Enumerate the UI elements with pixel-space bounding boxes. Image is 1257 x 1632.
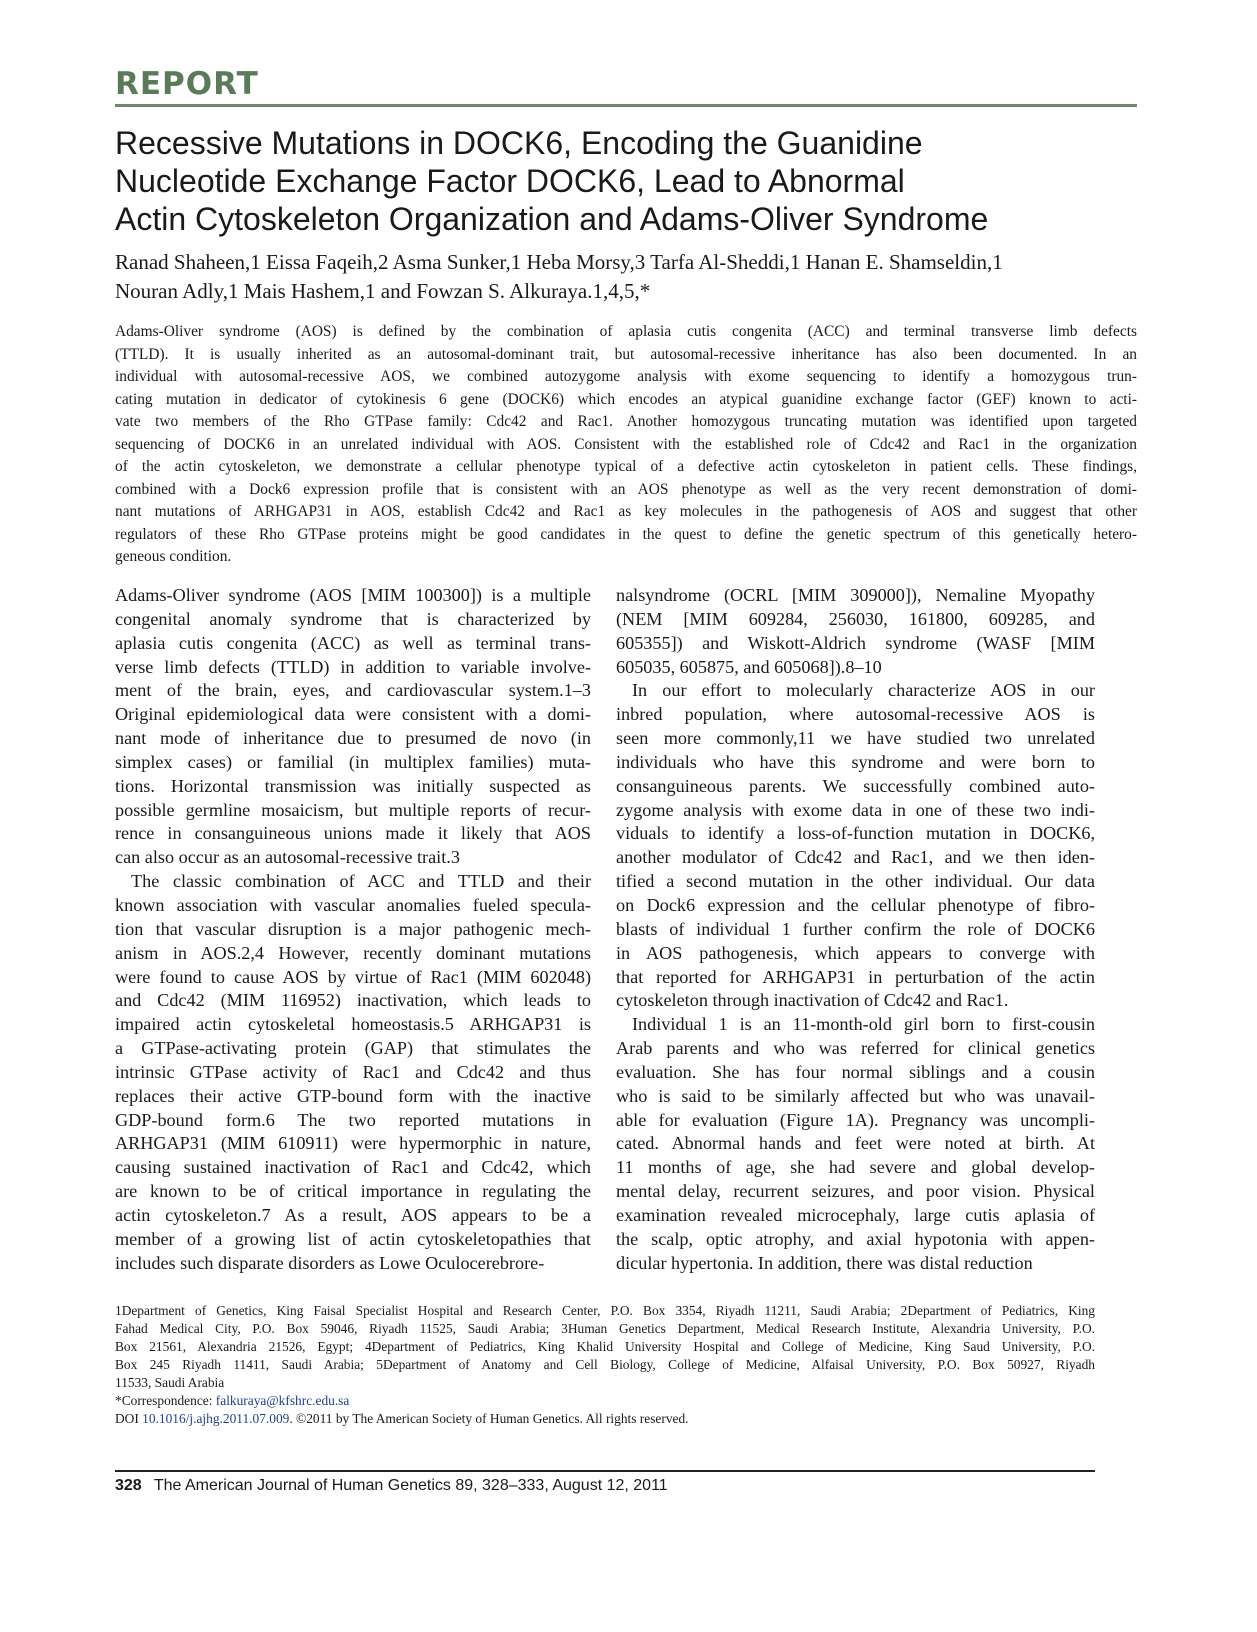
- body-text-line: intrinsic GTPase activity of Rac1 and Cdc42 and thus: [115, 1061, 591, 1082]
- body-text-line: member of a growing list of actin cytoskeletopathies that: [115, 1228, 591, 1249]
- correspondence-line: [115, 1392, 1095, 1410]
- body-text-line: tions. Horizontal transmission was initially suspected as: [115, 775, 591, 796]
- author-list: [115, 248, 1145, 306]
- body-text-line: anism in AOS.2,4 However, recently dominant mutations: [115, 942, 591, 963]
- body-text-line: another modulator of Cdc42 and Rac1, and we then iden-: [616, 847, 1095, 868]
- page-footer: [115, 1477, 668, 1495]
- body-text-line: consanguineous parents. We successfully combined auto-: [616, 775, 1095, 796]
- body-text-line: causing sustained inactivation of Rac1 and Cdc42, which: [115, 1157, 591, 1178]
- body-text-line: dicular hypertonia. In addition, there was distal reduction: [616, 1252, 1033, 1273]
- body-text-line: includes such disparate disorders as Lowe Oculocerebrore-: [115, 1252, 545, 1273]
- body-text-line: seen more commonly,11 we have studied two unrelated: [616, 728, 1095, 749]
- body-text-line: aplasia cutis congenita (ACC) as well as terminal trans-: [115, 632, 591, 653]
- body-text-line: 11 months of age, she had severe and global develop-: [616, 1157, 1095, 1178]
- body-text-line: congenital anomaly syndrome that is characterized by: [115, 608, 591, 629]
- doi-label: DOI: [115, 1411, 139, 1426]
- body-column-left: [115, 584, 591, 1275]
- body-column-right: [616, 584, 1095, 1275]
- copyright-text: . ©2011 by The American Society of Human Genetics. All rights reserved.: [289, 1411, 689, 1426]
- body-text-line: viduals to identify a loss-of-function mutation in DOCK6,: [616, 823, 1095, 844]
- body-text-line: and Cdc42 (MIM 116952) inactivation, which leads to: [115, 990, 591, 1011]
- abstract-line: geneous condition.: [115, 548, 232, 565]
- body-text-line: tified a second mutation in the other individual. Our data: [616, 871, 1095, 892]
- body-text-line: 605355]) and Wiskott-Aldrich syndrome (WASF [MIM: [616, 632, 1095, 653]
- body-text-line: individuals who have this syndrome and were born to: [616, 751, 1095, 772]
- header-rule: [115, 104, 1137, 107]
- body-text-line: that reported for ARHGAP31 in perturbation of the actin: [616, 966, 1095, 987]
- correspondence-email-link[interactable]: falkuraya@kfshrc.edu.sa: [215, 1393, 350, 1408]
- body-text-line: cated. Abnormal hands and feet were noted at birth. At: [616, 1133, 1095, 1154]
- body-text-line: GDP-bound form.6 The two reported mutations in: [115, 1109, 591, 1130]
- section-label: REPORT: [115, 66, 259, 102]
- body-text-line: who is said to be similarly affected but who was unavail-: [616, 1085, 1095, 1106]
- abstract-line: nant mutations of ARHGAP31 in AOS, establish Cdc42 and Rac1 as key molecules in the pathogenesis of AOS and suggest that other: [115, 503, 1137, 520]
- body-text-line: possible germline mosaicism, but multiple reports of recur-: [115, 799, 591, 820]
- body-text-line: examination revealed microcephaly, large cutis aplasia of: [616, 1204, 1095, 1225]
- body-text-line: verse limb defects (TTLD) in addition to variable involve-: [115, 656, 591, 677]
- body-text-line: inbred population, where autosomal-recessive AOS is: [616, 704, 1095, 725]
- footer-rule: [115, 1470, 1095, 1472]
- body-text-line: actin cytoskeleton.7 As a result, AOS appears to be a: [115, 1204, 591, 1225]
- correspondence-label: *Correspondence:: [115, 1393, 213, 1408]
- body-text-line: impaired actin cytoskeletal homeostasis.5 ARHGAP31 is: [115, 1014, 591, 1035]
- body-text-line: rence in consanguineous unions made it likely that AOS: [115, 823, 591, 844]
- body-text-line: ment of the brain, eyes, and cardiovascular system.1–3: [115, 680, 591, 701]
- body-text-line: mental delay, recurrent seizures, and poor vision. Physical: [616, 1181, 1095, 1202]
- body-text-line: The classic combination of ACC and TTLD and their: [131, 871, 591, 892]
- body-text-line: able for evaluation (Figure 1A). Pregnancy was uncompli-: [616, 1109, 1095, 1130]
- title-line: Actin Cytoskeleton Organization and Adams-Oliver Syndrome: [115, 201, 989, 237]
- abstract: [115, 321, 1137, 569]
- body-text-line: 605035, 605875, and 605068]).8–10: [616, 656, 882, 677]
- body-text-line: a GTPase-activating protein (GAP) that stimulates the: [115, 1038, 591, 1059]
- abstract-line: Adams-Oliver syndrome (AOS) is defined by the combination of aplasia cutis congenita (ACC) and terminal transverse limb defects: [115, 323, 1137, 340]
- affiliations-footnote: [115, 1302, 1095, 1428]
- journal-citation: The American Journal of Human Genetics 89, 328–333, August 12, 2011: [153, 1477, 668, 1494]
- body-text-line: cytoskeleton through inactivation of Cdc42 and Rac1.: [616, 990, 1009, 1011]
- abstract-line: combined with a Dock6 expression profile that is consistent with an AOS phenotype as well as the very recent demonstration of domi-: [115, 480, 1137, 498]
- abstract-line: vate two members of the Rho GTPase family: Cdc42 and Rac1. Another homozygous truncating mutation was identified upon targeted: [115, 413, 1137, 430]
- body-text-line: on Dock6 expression and the cellular phenotype of fibro-: [616, 894, 1095, 915]
- abstract-line: cating mutation in dedicator of cytokinesis 6 gene (DOCK6) which encodes an atypical guanidine exchange factor (GEF) known to acti-: [115, 390, 1137, 408]
- body-text-line: nalsyndrome (OCRL [MIM 309000]), Nemaline Myopathy: [616, 585, 1095, 605]
- body-text-line: were found to cause AOS by virtue of Rac1 (MIM 602048): [115, 966, 591, 987]
- body-text-line: Adams-Oliver syndrome (AOS [MIM 100300]) is a multiple: [115, 585, 591, 605]
- body-text-line: tion that vascular disruption is a major pathogenic mech-: [115, 918, 591, 939]
- affiliation-line: 1Department of Genetics, King Faisal Specialist Hospital and Research Center, P.O. Box 3354, Riyadh 11211, Saudi Arabia; 2Department of Pediatrics, King: [115, 1303, 1095, 1318]
- body-text-line: are known to be of critical importance in regulating the: [115, 1181, 591, 1202]
- article-title: [115, 124, 1145, 238]
- body-text-line: nant mode of inheritance due to presumed de novo (in: [115, 728, 591, 749]
- body-text-line: replaces their active GTP-bound form with the inactive: [115, 1085, 591, 1106]
- doi-line: [115, 1410, 1095, 1428]
- body-text-line: can also occur as an autosomal-recessive trait.3: [115, 847, 460, 868]
- abstract-line: regulators of these Rho GTPase proteins might be good candidates in the quest to define the genetic spectrum of this genetically hetero-: [115, 525, 1137, 543]
- author-line: Nouran Adly,1 Mais Hashem,1 and Fowzan S. Alkuraya.1,4,5,*: [115, 279, 651, 303]
- title-line: Nucleotide Exchange Factor DOCK6, Lead to Abnormal: [115, 163, 905, 199]
- doi-link[interactable]: 10.1016/j.ajhg.2011.07.009: [142, 1411, 290, 1426]
- author-line: Ranad Shaheen,1 Eissa Faqeih,2 Asma Sunker,1 Heba Morsy,3 Tarfa Al-Sheddi,1 Hanan E. Shamseldin,1: [115, 250, 1003, 274]
- body-text-line: (NEM [MIM 609284, 256030, 161800, 609285, and: [616, 608, 1095, 629]
- affiliation-line: 11533, Saudi Arabia: [115, 1375, 225, 1390]
- abstract-line: individual with autosomal-recessive AOS, we combined autozygome analysis with exome sequencing to identify a homozygous trun-: [115, 368, 1137, 385]
- body-text-line: simplex cases) or familial (in multiplex families) muta-: [115, 751, 591, 772]
- body-text-line: zygome analysis with exome data in one of these two indi-: [616, 799, 1095, 820]
- abstract-line: (TTLD). It is usually inherited as an autosomal-dominant trait, but autosomal-recessive inheritance has also been documented. In an: [115, 345, 1137, 363]
- page-number: 328: [115, 1477, 142, 1494]
- affiliation-line: Box 245 Riyadh 11411, Saudi Arabia; 5Department of Anatomy and Cell Biology, College of Medicine, Alfaisal University, P.O. Box 50927, Riyadh: [115, 1357, 1095, 1372]
- body-text-line: Individual 1 is an 11-month-old girl born to first-cousin: [632, 1014, 1095, 1035]
- body-text-line: blasts of individual 1 further confirm the role of DOCK6: [616, 918, 1095, 939]
- body-text-line: Arab parents and who was referred for clinical genetics: [616, 1038, 1095, 1059]
- body-text-line: in AOS pathogenesis, which appears to converge with: [616, 942, 1095, 963]
- affiliation-line: Fahad Medical City, P.O. Box 59046, Riyadh 11525, Saudi Arabia; 3Human Genetics Department, Medical Research Institute, Alexandria University, P.O.: [115, 1321, 1095, 1336]
- title-line: Recessive Mutations in DOCK6, Encoding the Guanidine: [115, 125, 923, 161]
- body-text-line: Original epidemiological data were consistent with a domi-: [115, 704, 591, 725]
- body-text-line: known association with vascular anomalies fueled specula-: [115, 894, 591, 915]
- affiliation-line: Box 21561, Alexandria 21526, Egypt; 4Department of Pediatrics, King Khalid University Hospital and College of Medicine, King Saud University, P.O.: [115, 1339, 1095, 1354]
- body-text-line: ARHGAP31 (MIM 610911) were hypermorphic in nature,: [115, 1133, 591, 1154]
- abstract-line: sequencing of DOCK6 in an unrelated individual with AOS. Consistent with the established role of Cdc42 and Rac1 in the organization: [115, 435, 1137, 453]
- abstract-line: of the actin cytoskeleton, we demonstrate a cellular phenotype typical of a defective actin cytoskeleton in patient cells. These findings,: [115, 458, 1137, 475]
- body-text-line: the scalp, optic atrophy, and axial hypotonia with appen-: [616, 1228, 1095, 1249]
- body-text-line: In our effort to molecularly characterize AOS in our: [632, 680, 1095, 701]
- body-text-line: evaluation. She has four normal siblings and a cousin: [616, 1061, 1095, 1082]
